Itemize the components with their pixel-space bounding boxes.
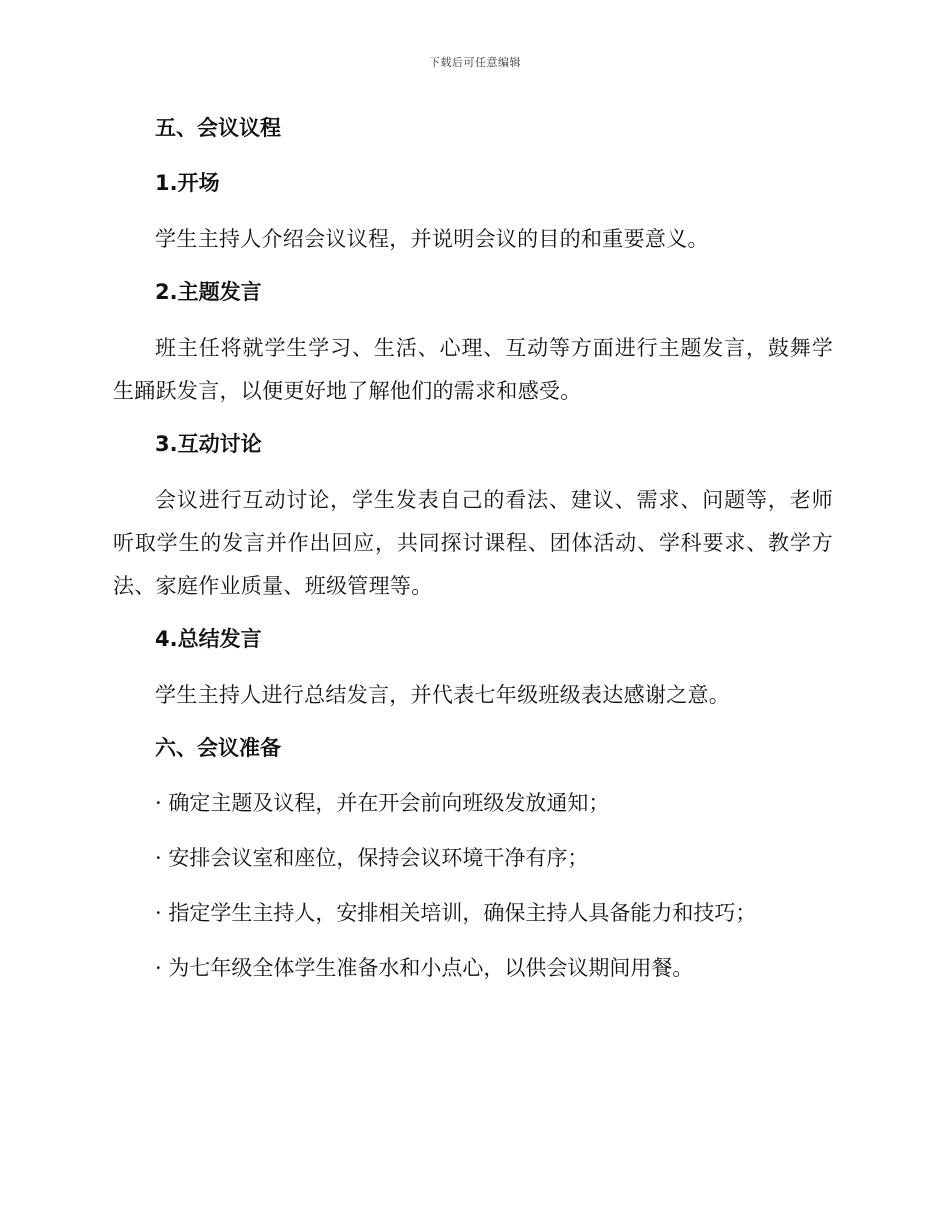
section-heading-agenda: 五、会议议程: [155, 116, 281, 140]
paragraph-opening: 学生主持人介绍会议议程，并说明会议的目的和重要意义。: [155, 227, 709, 251]
paragraph-discussion: 会议进行互动讨论，学生发表自己的看法、建议、需求、问题等，老师听取学生的发言并作出回应，共同探讨课程、团体活动、学科要求、教学方法、家庭作业质量、班级管理等。: [113, 488, 833, 598]
paragraph-summary: 学生主持人进行总结发言，并代表七年级班级表达感谢之意。: [155, 683, 731, 707]
subheading-keynote: 2.主题发言: [155, 280, 262, 304]
paragraph-keynote: 班主任将就学生学习、生活、心理、互动等方面进行主题发言，鼓舞学生踊跃发言，以便更好地了解他们的需求和感受。: [113, 336, 833, 403]
list-item: · 为七年级全体学生准备水和小点心，以供会议期间用餐。: [155, 956, 694, 980]
subheading-summary: 4.总结发言: [155, 627, 262, 651]
page-header: 下载后可任意编辑: [429, 56, 521, 69]
list-item: · 安排会议室和座位，保持会议环境干净有序；: [155, 846, 589, 870]
section-heading-preparation: 六、会议准备: [155, 736, 281, 760]
list-item: · 确定主题及议程，并在开会前向班级发放通知；: [155, 791, 610, 815]
list-item: · 指定学生主持人，安排相关培训，确保主持人具备能力和技巧；: [155, 901, 757, 925]
document-body: [113, 108, 833, 1003]
subheading-opening: 1.开场: [155, 171, 220, 195]
subheading-discussion: 3.互动讨论: [155, 432, 262, 456]
